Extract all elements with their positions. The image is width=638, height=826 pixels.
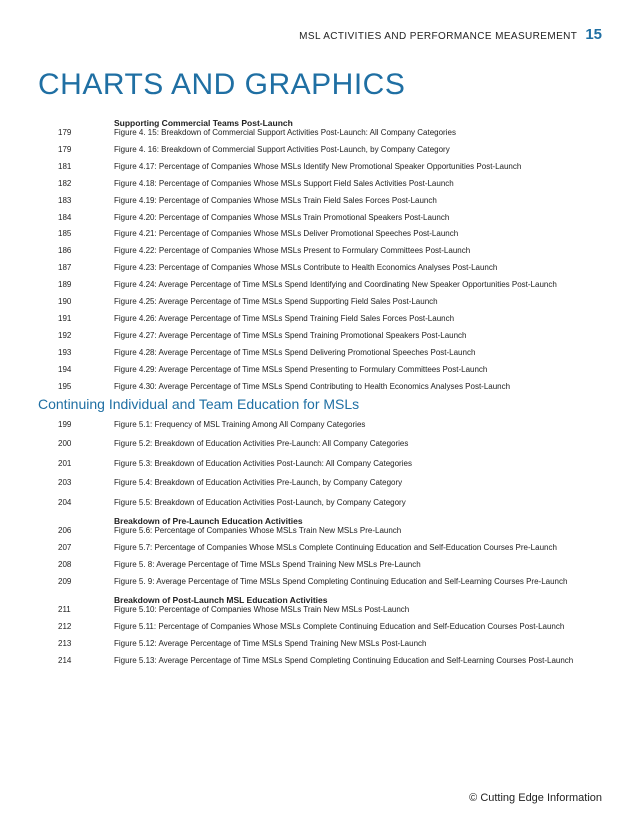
figure-caption: Figure 4.27: Average Percentage of Time MSLs Spend Training Promotional Speakers Post-Launch (114, 330, 467, 340)
subheading-supporting-commercial: Supporting Commercial Teams Post-Launch (114, 118, 293, 128)
figure-entry (0, 331, 638, 341)
figure-caption: Figure 5.1: Frequency of MSL Training Among All Company Categories (114, 420, 366, 429)
figure-entry (0, 639, 638, 649)
figure-entry (0, 145, 638, 155)
figure-caption: Figure 4.23: Percentage of Companies Whose MSLs Contribute to Health Economics Analyses Post-Launch (114, 263, 498, 273)
figure-entry (0, 543, 638, 553)
figure-entry (0, 605, 638, 615)
figure-caption: Figure 4.19: Percentage of Companies Whose MSLs Train Field Sales Forces Post-Launch (114, 195, 437, 205)
page-ref: 190 (58, 297, 72, 307)
figure-caption: Figure 4.29: Average Percentage of Time MSLs Spend Presenting to Formulary Committees Post-Launch (114, 364, 488, 374)
figure-entry (0, 179, 638, 189)
figure-caption: Figure 5.12: Average Percentage of Time MSLs Spend Training New MSLs Post-Launch (114, 638, 427, 648)
page-ref: 208 (58, 559, 72, 569)
figure-caption: Figure 5.6: Percentage of Companies Whose MSLs Train New MSLs Pre-Launch (114, 526, 402, 536)
page-ref: 206 (58, 526, 72, 536)
page-ref: 199 (58, 420, 72, 429)
page-ref: 195 (58, 381, 72, 391)
figure-entry (0, 229, 638, 239)
page-ref: 181 (58, 161, 72, 171)
figure-list (0, 118, 638, 666)
figure-entry (0, 128, 638, 138)
figure-caption: Figure 5.4: Breakdown of Education Activities Pre-Launch, by Company Category (114, 478, 403, 488)
figure-entry (0, 560, 638, 570)
figure-list-education (0, 420, 638, 508)
figure-caption: Figure 5.11: Percentage of Companies Whose MSLs Complete Continuing Education and Self-Education Courses Post-Launch (114, 622, 565, 632)
figure-entry (0, 478, 638, 488)
figure-entry (0, 246, 638, 256)
figure-entry (0, 382, 638, 392)
figure-entry (0, 213, 638, 223)
page-ref: 192 (58, 330, 72, 340)
figure-list-post-launch (0, 605, 638, 666)
figure-caption: Figure 5.7: Percentage of Companies Whose MSLs Complete Continuing Education and Self-Education Courses Pre-Launch (114, 542, 557, 552)
figure-caption: Figure 4.22: Percentage of Companies Whose MSLs Present to Formulary Committees Post-Launch (114, 246, 471, 256)
page-number: 15 (585, 26, 602, 43)
figure-caption: Figure 4.30: Average Percentage of Time MSLs Spend Contributing to Health Economics Analyses Post-Launch (114, 381, 511, 391)
section-title-education: Continuing Individual and Team Education for MSLs (38, 396, 360, 412)
figure-list-pre-launch (0, 526, 638, 587)
page-ref: 209 (58, 576, 72, 586)
figure-caption: Figure 4.25: Average Percentage of Time MSLs Spend Supporting Field Sales Post-Launch (114, 297, 438, 307)
figure-entry (0, 314, 638, 324)
figure-caption: Figure 4. 16: Breakdown of Commercial Support Activities Post-Launch, by Company Category (114, 144, 450, 154)
figure-entry (0, 420, 638, 430)
page-ref: 194 (58, 364, 72, 374)
page-ref: 179 (58, 128, 72, 137)
figure-caption: Figure 4.20: Percentage of Companies Whose MSLs Train Promotional Speakers Post-Launch (114, 212, 450, 222)
figure-entry (0, 162, 638, 172)
page-ref: 201 (58, 458, 72, 468)
subheading-pre-launch: Breakdown of Pre-Launch Education Activities (114, 516, 303, 527)
figure-caption: Figure 4.18: Percentage of Companies Whose MSLs Support Field Sales Activities Post-Launch (114, 178, 454, 188)
figure-entry (0, 348, 638, 358)
page-ref: 189 (58, 280, 72, 290)
figure-entry (0, 656, 638, 666)
page-ref: 212 (58, 622, 72, 632)
page-ref: 200 (58, 439, 72, 449)
figure-caption: Figure 4.28: Average Percentage of Time MSLs Spend Delivering Promotional Speeches Post-Launch (114, 347, 476, 357)
page-title: CHARTS AND GRAPHICS (38, 68, 406, 101)
figure-entry (0, 365, 638, 375)
figure-caption: Figure 5.3: Breakdown of Education Activities Post-Launch: All Company Categories (114, 458, 412, 468)
figure-caption: Figure 5.10: Percentage of Companies Whose MSLs Train New MSLs Post-Launch (114, 605, 410, 615)
figure-caption: Figure 5. 9: Average Percentage of Time MSLs Spend Completing Continuing Education and Self-Learning Courses Pre-Launch (114, 576, 568, 586)
page-ref: 191 (58, 313, 72, 323)
figure-caption: Figure 5.2: Breakdown of Education Activities Pre-Launch: All Company Categories (114, 439, 409, 449)
page-ref: 186 (58, 246, 72, 256)
figure-caption: Figure 4. 15: Breakdown of Commercial Support Activities Post-Launch: All Company Categories (114, 128, 456, 137)
figure-entry (0, 280, 638, 290)
page-ref: 184 (58, 212, 72, 222)
page-ref: 213 (58, 638, 72, 648)
header-title: MSL ACTIVITIES AND PERFORMANCE MEASUREMENT (299, 31, 578, 42)
page-ref: 183 (58, 195, 72, 205)
figure-caption: Figure 5. 8: Average Percentage of Time MSLs Spend Training New MSLs Pre-Launch (114, 559, 421, 569)
running-header (299, 26, 602, 43)
figure-list-commercial (0, 128, 638, 392)
page-ref: 187 (58, 263, 72, 273)
figure-entry (0, 526, 638, 536)
figure-caption: Figure 4.17: Percentage of Companies Whose MSLs Identify New Promotional Speaker Opportunities Post-Launch (114, 161, 522, 171)
page-ref: 185 (58, 229, 72, 239)
figure-caption: Figure 5.13: Average Percentage of Time MSLs Spend Completing Continuing Education and Self-Learning Courses Post-Launch (114, 655, 574, 665)
page-ref: 204 (58, 497, 72, 507)
page-ref: 182 (58, 178, 72, 188)
figure-entry (0, 622, 638, 632)
page-ref: 214 (58, 655, 72, 665)
page-ref: 211 (58, 605, 71, 615)
footer-copyright: © Cutting Edge Information (469, 792, 602, 804)
page-ref: 203 (58, 478, 72, 488)
subheading-post-launch: Breakdown of Post-Launch MSL Education Activities (114, 595, 328, 606)
page-ref: 179 (58, 144, 72, 154)
figure-entry (0, 459, 638, 469)
figure-entry (0, 196, 638, 206)
figure-caption: Figure 4.24: Average Percentage of Time MSLs Spend Identifying and Coordinating New Speaker Opportunities Post-Launch (114, 280, 557, 290)
figure-entry (0, 297, 638, 307)
figure-caption: Figure 4.26: Average Percentage of Time MSLs Spend Training Field Sales Forces Post-Launch (114, 313, 455, 323)
figure-entry (0, 498, 638, 508)
page-ref: 193 (58, 347, 72, 357)
figure-caption: Figure 5.5: Breakdown of Education Activities Post-Launch, by Company Category (114, 497, 406, 507)
figure-caption: Figure 4.21: Percentage of Companies Whose MSLs Deliver Promotional Speeches Post-Launch (114, 229, 459, 239)
figure-entry (0, 439, 638, 449)
page-ref: 207 (58, 542, 72, 552)
figure-entry (0, 263, 638, 273)
figure-entry (0, 577, 638, 587)
